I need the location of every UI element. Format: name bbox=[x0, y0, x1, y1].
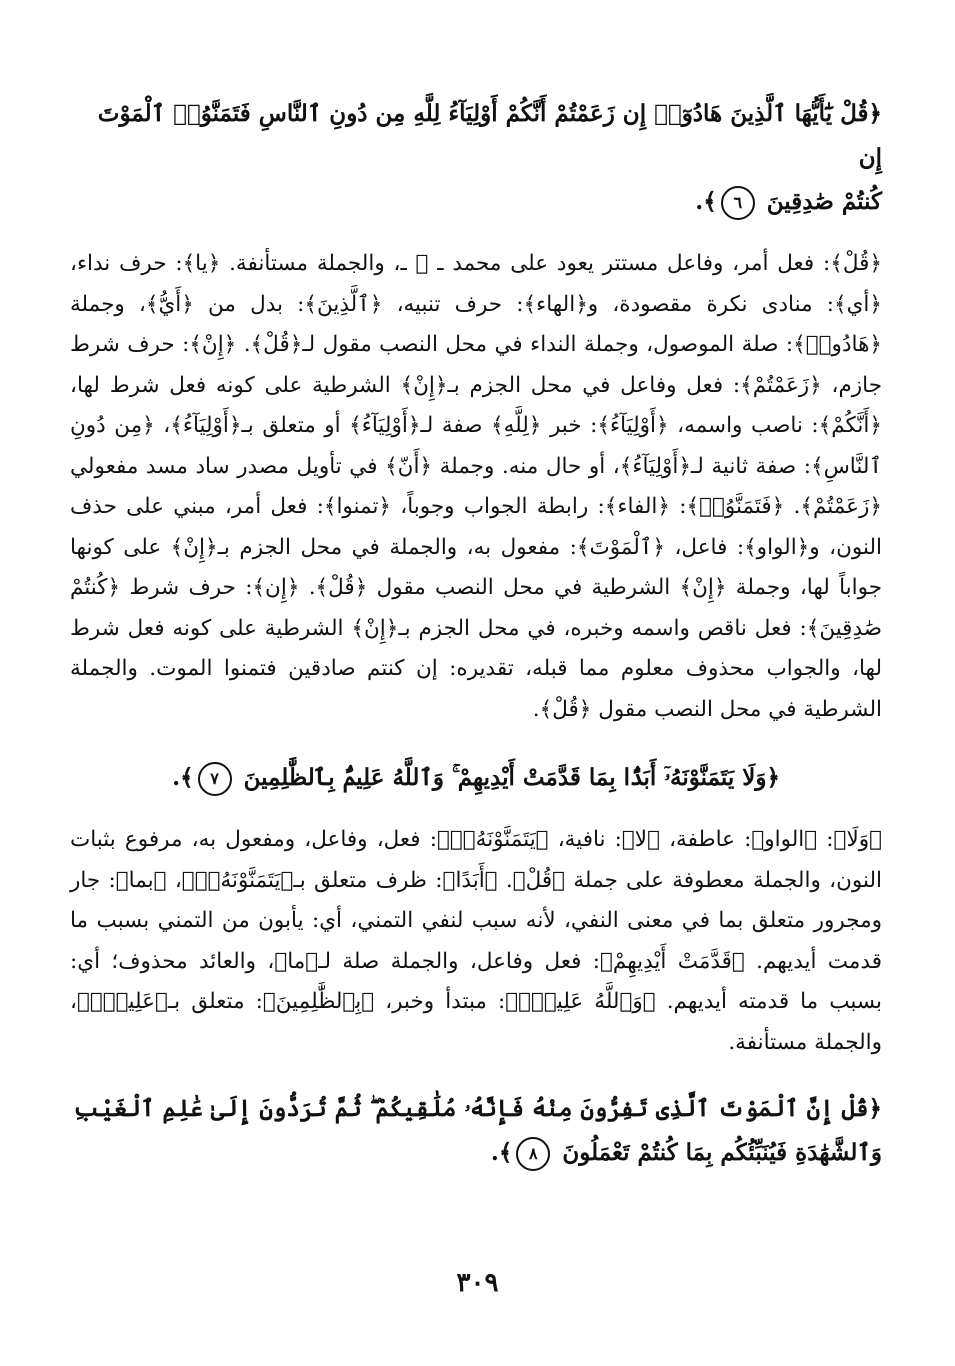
verse-7-text: ﴿وَلَا يَتَمَنَّوْنَهُۥٓ أَبَدًۢا بِمَا قَدَّمَتْ أَيْدِيهِمْ ۚ وَٱللَّهُ عَلِيمٌۢ بِٱلظَّٰلِمِينَ bbox=[243, 764, 780, 791]
quran-verse-7 bbox=[70, 756, 882, 800]
grammar-paragraph-1: ﴿قُلْ﴾: فعل أمر، وفاعل مستتر يعود على محمد ـ ﷺ ـ، والجملة مستأنفة. ﴿يا﴾: حرف نداء، ﴿أي﴾: منادى نكرة مقصودة، و﴿الهاء﴾: حرف تنبيه، ﴿ٱلَّذِينَ﴾: بدل من ﴿أَيُّ﴾، وجملة ﴿هَادُوا۟﴾: صلة الموصول، وجملة النداء في محل النصب مقول لـ﴿قُلْ﴾. ﴿إِنْ﴾: حرف شرط جازم، ﴿زَعَمْتُمْ﴾: فعل وفاعل في محل الجزم بـ﴿إِنْ﴾ الشرطية على كونه فعل شرط لها، ﴿أَنَّكُمْ﴾: ناصب واسمه، ﴿أَوْلِيَآءُ﴾: خبر ﴿لِلَّهِ﴾ صفة لـ﴿أَوْلِيَآءُ﴾ أو متعلق بـ﴿أَوْلِيَآءُ﴾، ﴿مِن دُونِ ٱلنَّاسِ﴾: صفة ثانية لـ﴿أَوْلِيَآءُ﴾، أو حال منه. وجملة ﴿أَنّ﴾ في تأويل مصدر ساد مسد مفعولي ﴿زَعَمْتُمْ﴾. ﴿فَتَمَنَّوُا۟﴾: ﴿الفاء﴾: رابطة الجواب وجوباً، ﴿تمنوا﴾: فعل أمر، مبني على حذف النون، و﴿الواو﴾: فاعل، ﴿ٱلْمَوْتَ﴾: مفعول به، والجملة في محل الجزم بـ﴿إِنْ﴾ على كونها جواباً لها، وجملة ﴿إِنْ﴾ الشرطية في محل النصب مقول ﴿قُلْ﴾. ﴿إِن﴾: حرف شرط ﴿كُنتُمْ صَٰدِقِينَ﴾: فعل ناقص واسمه وخبره، في محل الجزم بـ﴿إِنْ﴾ الشرطية على كونه فعل شرط لها، والجواب محذوف معلوم مما قبله، تقديره: إن كنتم صادقين فتمنوا الموت. والجملة الشرطية في محل النصب مقول ﴿قُلْ﴾. bbox=[70, 251, 882, 722]
verse-number-marker: ٨ bbox=[516, 1137, 550, 1171]
quran-verse-8 bbox=[70, 1087, 882, 1175]
verse-6-line-2: كُنتُمْ صَٰدِقِينَ bbox=[766, 188, 882, 215]
verse-6-line-1: ﴿قُلْ يَٰٓأَيُّهَا ٱلَّذِينَ هَادُوٓا۟ إِن زَعَمْتُمْ أَنَّكُمْ أَوْلِيَآءُ لِلَّهِ مِن دُونِ ٱلنَّاسِ فَتَمَنَّوُا۟ ٱلْمَوْتَ إِن bbox=[97, 100, 882, 171]
verse-closing: ﴾. bbox=[172, 764, 194, 791]
grammar-paragraph-2: ﴿وَلَا﴾: ﴿الواو﴾: عاطفة، ﴿لا﴾: نافية، ﴿يَتَمَنَّوْنَهُۥٓ﴾: فعل، وفاعل، ومفعول به، مرفوع بثبات النون، والجملة معطوفة على جملة ﴿قُلْ﴾. ﴿أَبَدًا﴾: ظرف متعلق بـ﴿يَتَمَنَّوْنَهُۥٓ﴾، ﴿بما﴾: جار ومجرور متعلق بما في معنى النفي، لأنه سبب لنفي التمني، أي: يأبون من التمني بسبب ما قدمت أيديهم. ﴿قَدَّمَتْ أَيْدِيهِمْ﴾: فعل وفاعل، والجملة صلة لـ﴿ما﴾، والعائد محذوف؛ أي: بسبب ما قدمته أيديهم. ﴿وَٱللَّهُ عَلِيمٌۢ﴾: مبتدأ وخبر، ﴿بِٱلظَّٰلِمِينَ﴾: متعلق بـ﴿عَلِيمٌۢ﴾، والجملة مستأنفة. bbox=[70, 827, 882, 1055]
verse-8-line-1: ﴿قُلْ إِنَّ ٱلْمَوْتَ ٱلَّذِى تَفِرُّونَ مِنْهُ فَإِنَّهُۥ مُلَٰقِيكُمْ ۖ ثُمَّ تُرَدُّونَ إِلَىٰ عَٰلِمِ ٱلْغَيْبِ bbox=[73, 1095, 882, 1122]
verse-number-marker: ٦ bbox=[721, 186, 755, 220]
page-number: ٣٠٩ bbox=[456, 1268, 499, 1298]
verse-number-marker: ٧ bbox=[198, 762, 232, 796]
verse-closing: ﴾. bbox=[695, 188, 717, 215]
quran-verse-6 bbox=[70, 92, 882, 224]
page-content bbox=[70, 92, 882, 1195]
verse-8-line-2: وَٱلشَّهَٰدَةِ فَيُنَبِّئُكُم بِمَا كُنتُمْ تَعْمَلُونَ bbox=[562, 1139, 882, 1166]
verse-closing: ﴾. bbox=[490, 1139, 513, 1166]
